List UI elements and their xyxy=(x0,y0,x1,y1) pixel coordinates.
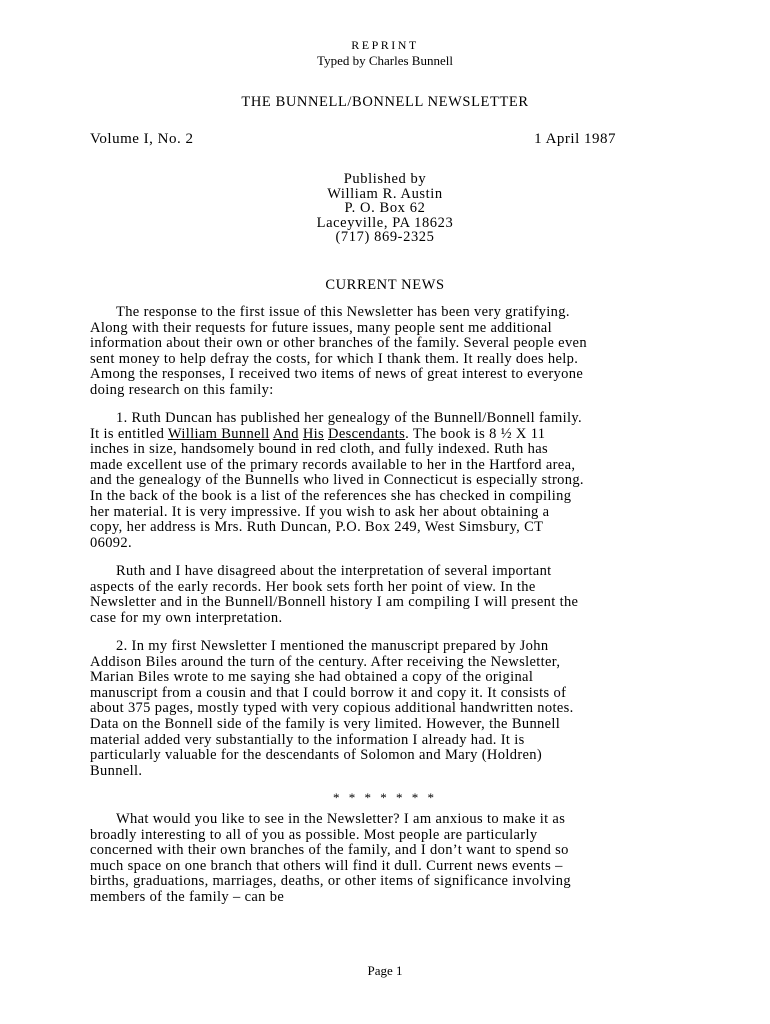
paragraph-line: Marian Biles wrote to me saying she had obtained a copy of the original xyxy=(90,669,534,686)
paragraph-line-with-book-title xyxy=(90,427,690,443)
publisher-po-box: P. O. Box 62 xyxy=(344,200,426,216)
paragraph-line: information about their own or other branches of the family. Several people even xyxy=(90,335,587,352)
paragraph-line: Bunnell. xyxy=(90,762,143,779)
paragraph-line: Data on the Bonnell side of the family is very limited. However, the Bunnell xyxy=(90,715,561,732)
paragraph-line: broadly interesting to all of you as possible. Most people are particularly xyxy=(90,826,538,843)
paragraph-line: Addison Biles around the turn of the century. After receiving the Newsletter, xyxy=(90,653,561,670)
page-number: Page 1 xyxy=(367,963,403,978)
paragraph-line: her material. It is very impressive. If you wish to ask her about obtaining a xyxy=(90,503,550,520)
paragraph-reader-request xyxy=(90,812,690,906)
paragraph-line: aspects of the early records. Her book sets forth her point of view. In the xyxy=(90,578,536,595)
newsletter-title: THE BUNNELL/BONNELL NEWSLETTER xyxy=(241,94,529,110)
paragraph-line: births, graduations, marriages, deaths, or other items of significance involving xyxy=(90,873,572,890)
paragraph-line: In the back of the book is a list of the references she has checked in compiling xyxy=(90,487,572,504)
volume-number: Volume I, No. 2 xyxy=(90,131,194,147)
paragraph-line: members of the family – can be xyxy=(90,888,285,905)
text-run: It is entitled xyxy=(90,425,168,442)
paragraph-line: Newsletter and in the Bunnell/Bonnell history I am compiling I will present the xyxy=(90,594,579,611)
paragraph-line: inches in size, handsomely bound in red cloth, and fully indexed. Ruth has xyxy=(90,441,548,458)
paragraph-line: particularly valuable for the descendants of Solomon and Mary (Holdren) xyxy=(90,747,543,764)
issue-date: 1 April 1987 xyxy=(534,131,616,147)
text-run: . The book is 8 ½ X 11 xyxy=(405,425,546,442)
publisher-phone: (717) 869-2325 xyxy=(335,229,435,245)
publisher-block xyxy=(0,172,770,245)
paragraph-line: manuscript from a cousin and that I could borrow it and copy it. It consists of xyxy=(90,684,567,701)
paragraph-intro xyxy=(90,305,690,399)
book-title-word: William Bunnell xyxy=(167,425,270,442)
paragraph-line: case for my own interpretation. xyxy=(90,609,283,626)
publisher-name: William R. Austin xyxy=(327,185,443,202)
paragraph-item-1 xyxy=(90,411,690,551)
section-heading: CURRENT NEWS xyxy=(325,277,445,293)
paragraph-line: 2. In my first Newsletter I mentioned the manuscript prepared by John xyxy=(116,638,549,654)
typed-by-line: Typed by Charles Bunnell xyxy=(317,53,453,68)
book-title-word: His xyxy=(302,425,325,442)
paragraph-line: about 375 pages, mostly typed with very copious additional handwritten notes. xyxy=(90,700,574,717)
reprint-label: REPRINT xyxy=(351,38,419,52)
paragraph-line: copy, her address is Mrs. Ruth Duncan, P.O. Box 249, West Simsbury, CT xyxy=(90,519,544,536)
book-title-word: Descendants xyxy=(328,425,406,442)
paragraph-line: The response to the first issue of this Newsletter has been very gratifying. xyxy=(116,304,570,320)
paragraph-line: What would you like to see in the Newsletter? I am anxious to make it as xyxy=(116,811,566,827)
paragraph-line: 06092. xyxy=(90,534,132,551)
paragraph-line: 1. Ruth Duncan has published her genealogy of the Bunnell/Bonnell family. xyxy=(116,410,582,426)
paragraph-line: Among the responses, I received two items of news of great interest to everyone xyxy=(90,366,584,383)
paragraph-interpretation xyxy=(90,564,690,626)
paragraph-line: sent money to help defray the costs, for which I thank them. It really does help. xyxy=(90,350,579,367)
paragraph-line: made excellent use of the primary records available to her in the Hartford area, xyxy=(90,456,576,473)
paragraph-item-2 xyxy=(90,639,690,779)
section-separator: * * * * * * * xyxy=(333,790,437,805)
paragraph-line: concerned with their own branches of the family, and I don’t want to spend so xyxy=(90,842,569,859)
paragraph-line: and the genealogy of the Bunnells who lived in Connecticut is especially strong. xyxy=(90,472,584,489)
paragraph-line: doing research on this family: xyxy=(90,381,274,398)
publisher-city: Laceyville, PA 18623 xyxy=(316,214,454,231)
paragraph-line: material added very substantially to the information I already had. It is xyxy=(90,731,525,748)
publisher-line: Published by xyxy=(343,171,427,187)
paragraph-line: Along with their requests for future issues, many people sent me additional xyxy=(90,319,552,336)
book-title-word: And xyxy=(272,425,299,442)
paragraph-line: Ruth and I have disagreed about the interpretation of several important xyxy=(116,563,552,579)
paragraph-line: much space on one branch that others will find it dull. Current news events – xyxy=(90,857,563,874)
